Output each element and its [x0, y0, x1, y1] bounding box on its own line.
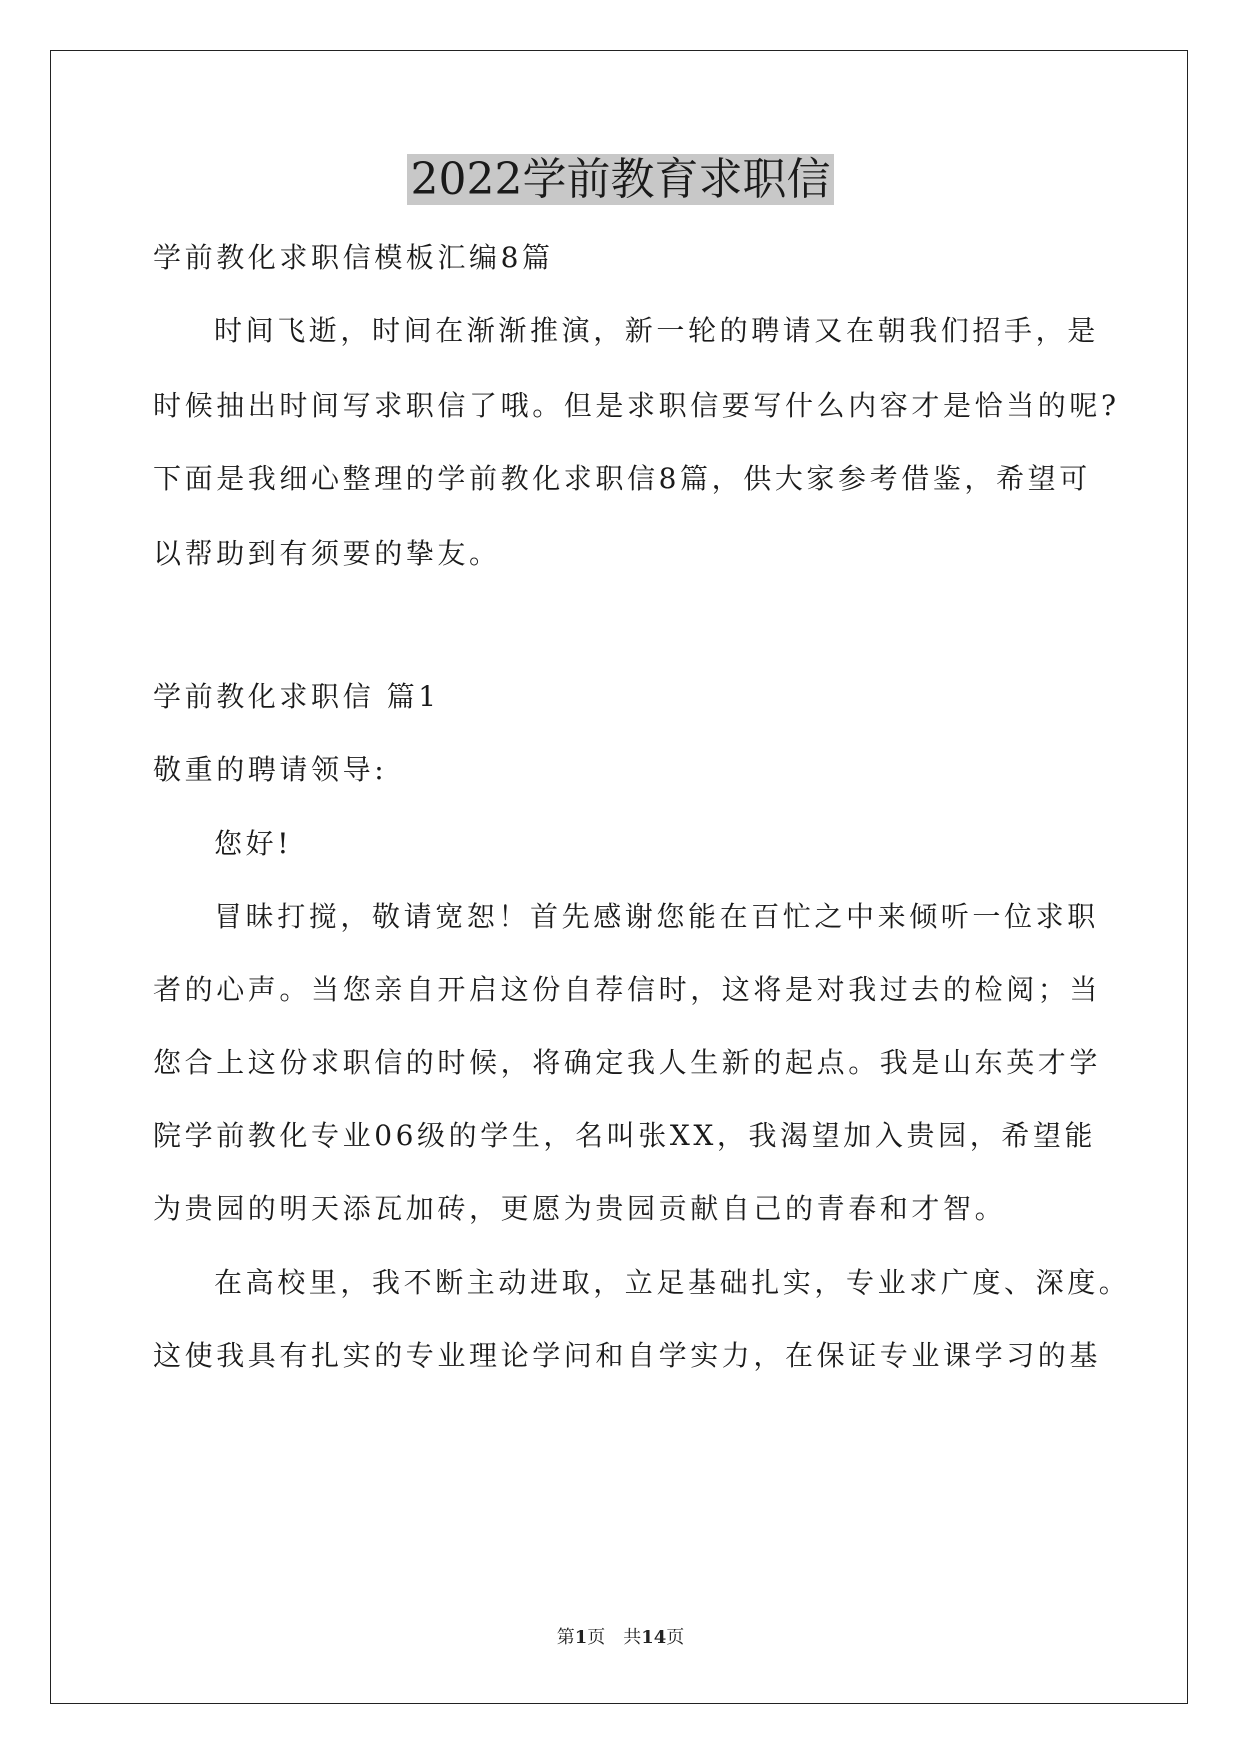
footer-prefix: 第 [556, 1627, 575, 1648]
paragraph-line: 这使我具有扎实的专业理论学问和自学实力，在保证专业课学习的基 [153, 1339, 1102, 1372]
footer-total-pages: 14 [641, 1627, 667, 1648]
page-footer [0, 1626, 1241, 1650]
paragraph-line: 为贵园的明天添瓦加砖，更愿为贵园贡献自己的青春和才智。 [153, 1192, 1007, 1225]
intro-line: 时候抽出时间写求职信了哦。但是求职信要写什么内容才是恰当的呢? [153, 389, 1120, 422]
footer-suffix: 页 [666, 1627, 685, 1648]
document-title-text: 2022学前教育求职信 [407, 154, 835, 205]
page-border [50, 50, 1188, 1704]
intro-line: 时间飞逝，时间在渐渐推演，新一轮的聘请又在朝我们招手，是 [214, 314, 1099, 347]
intro-line: 以帮助到有须要的挚友。 [153, 537, 501, 570]
paragraph-line: 在高校里，我不断主动进取，立足基础扎实，专业求广度、深度。 [214, 1266, 1131, 1299]
intro-line: 下面是我细心整理的学前教化求职信8篇，供大家参考借鉴，希望可 [153, 462, 1091, 495]
paragraph-line: 院学前教化专业06级的学生，名叫张XX，我渴望加入贵园，希望能 [153, 1119, 1097, 1152]
footer-page-number: 1 [574, 1627, 588, 1648]
section-heading: 学前教化求职信 篇1 [153, 680, 440, 713]
paragraph-line: 您合上这份求职信的时候，将确定我人生新的起点。我是山东英才学 [153, 1046, 1102, 1079]
document-title [0, 150, 1241, 210]
paragraph-line: 者的心声。当您亲自开启这份自荐信时，这将是对我过去的检阅；当 [153, 973, 1102, 1006]
paragraph-line: 冒昧打搅，敬请宽恕！首先感谢您能在百忙之中来倾听一位求职 [214, 900, 1099, 933]
salutation: 敬重的聘请领导: [153, 753, 388, 786]
document-subtitle: 学前教化求职信模板汇编8篇 [153, 241, 554, 274]
footer-middle: 页 共 [587, 1627, 642, 1648]
greeting: 您好! [214, 827, 293, 860]
